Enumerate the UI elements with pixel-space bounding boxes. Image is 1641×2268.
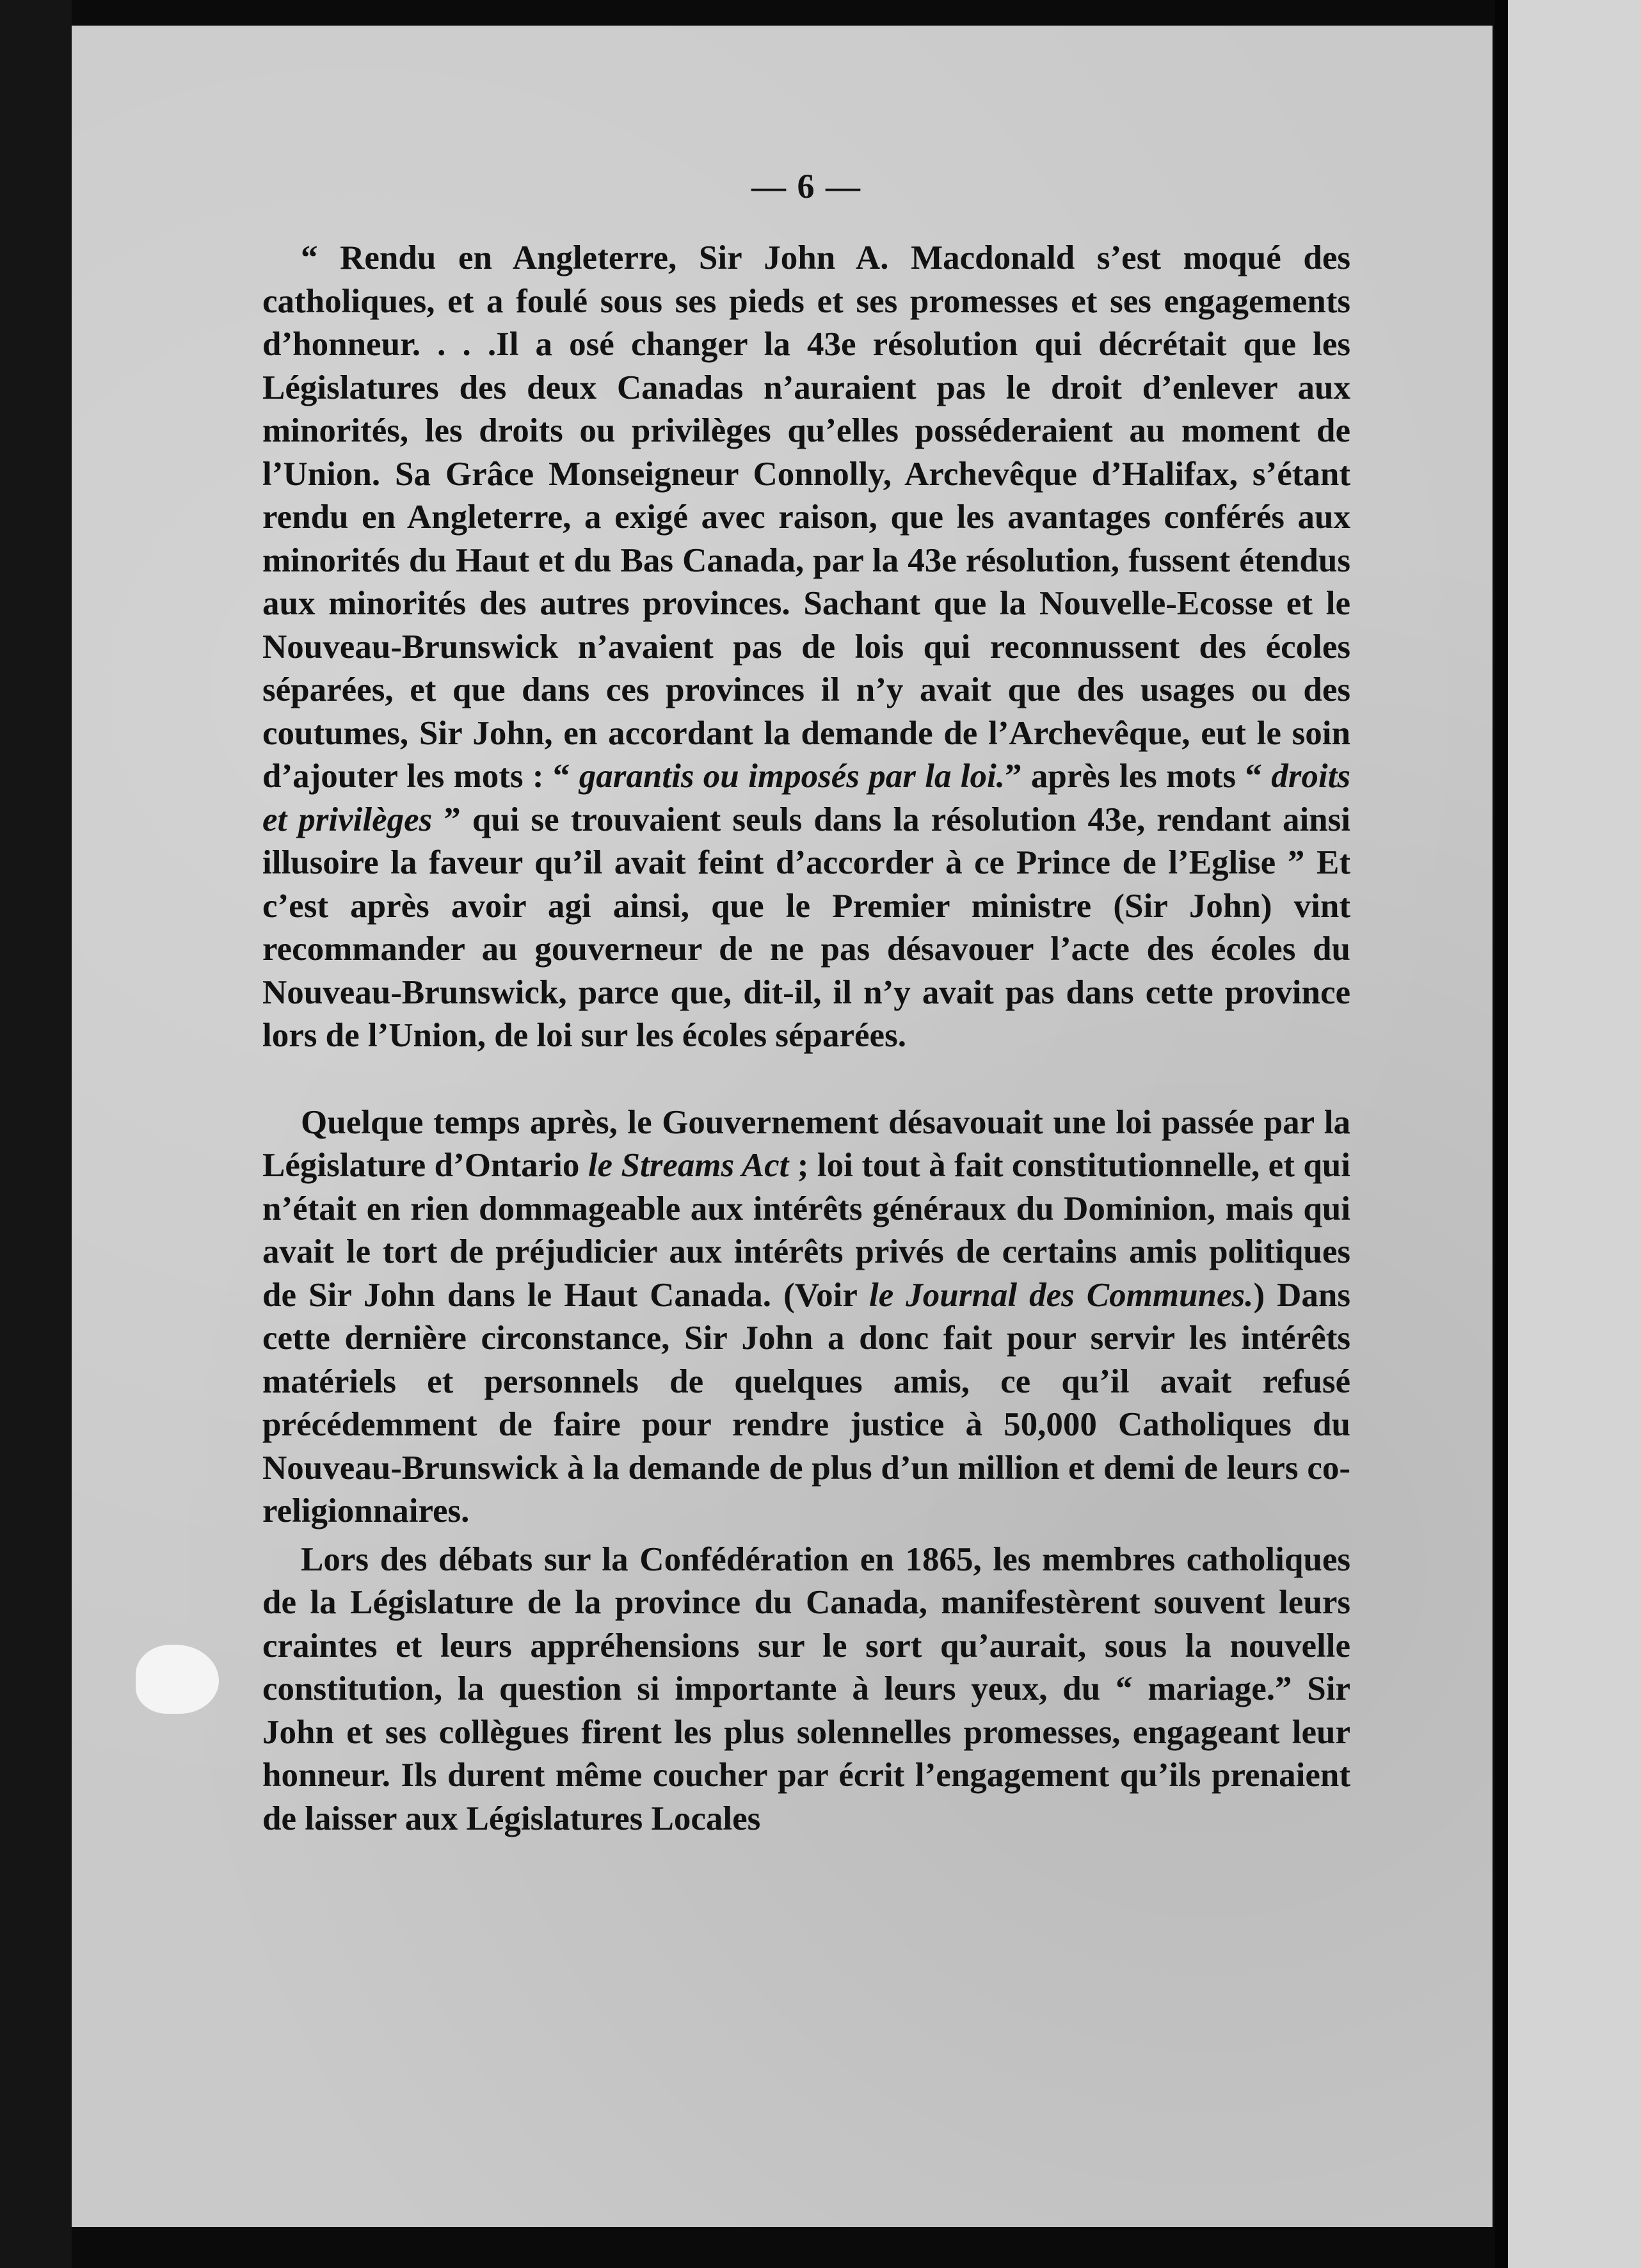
quote-italic-2: droits et privilèges: [262, 758, 1350, 838]
paragraph-streams-act: [262, 1101, 1350, 1533]
streams-italic-1: le Streams Act: [588, 1147, 789, 1184]
page-body: [262, 166, 1350, 1841]
streams-italic-2: le Journal des Communes.: [869, 1276, 1254, 1314]
confederation-text: Lors des débats sur la Confédération en 1865, les membres catholiques de la Législature de la province du Canada, manifestèrent souvent leurs craintes et leurs appréhensions sur le sort qu’aurait, sous la nouvelle constitution, la question si importante à leurs yeux, du “ mariage.” Sir John et ses collègues firent les plus solennelles promesses, engageant leur honneur. Ils durent même coucher par écrit l’engagement qu’ils prenaient de laisser aux Législatures Locales: [262, 1540, 1350, 1837]
paragraph-confederation: [262, 1538, 1350, 1841]
quote-text-3: ” qui se trouvaient seuls dans la résolution 43e, rendant ainsi illusoire la faveur qu’il avait feint d’accorder à ce Prince de l’Eglise ” Et c’est après avoir agi ainsi, que le Premier ministre (Sir John) vint recommander au gouverneur de ne pas désavouer l’acte des écoles du Nouveau-Brunswick, parce que, dit-il, il n’y avait pas dans cette province lors de l’Union, de loi sur les écoles séparées.: [262, 801, 1351, 1054]
streams-text-2: ; loi tout à fait constitutionnelle, et qui n’était en rien dommageable aux intérêts généraux du Dominion, mais qui avait le tort de préjudicier aux intérêts privés de certains amis politiques de Sir John dans le Haut Canada. (Voir: [262, 1147, 1350, 1314]
streams-text-3: ) Dans cette dernière circonstance, Sir John a donc fait pour servir les intérêts matériels et personnels de quelques amis, ce qu’il avait refusé précédemment de faire pour rendre justice à 50,000 Catholiques du Nouveau-Brunswick à la demande de plus d’un million et demi de leurs co-religionnaires.: [262, 1276, 1350, 1529]
streams-text-1: Quelque temps après, le Gouvernement désavouait une loi passée par la Législature d’Ontario: [262, 1103, 1350, 1184]
scan-left-border: [0, 0, 72, 2268]
facing-page-margin: [1508, 0, 1641, 2268]
quote-text-1: “ Rendu en Angleterre, Sir John A. Macdonald s’est moqué des catholiques, et a foulé sous ses pieds et ses promesses et ses engagements d’honneur. . . .Il a osé changer la 43e résolution qui décrétait que les Législatures des deux Canadas n’auraient pas le droit d’enlever aux minorités, les droits ou privilèges qu’elles posséderaient au moment de l’Union. Sa Grâce Monseigneur Connolly, Archevêque d’Halifax, s’étant rendu en Angleterre, a exigé avec raison, que les avantages conférés aux minorités du Haut et du Bas Canada, par la 43e résolution, fussent étendus aux minorités des autres provinces. Sachant que la Nouvelle-Ecosse et le Nouveau-Brunswick n’avaient pas de lois qui reconnussent des écoles séparées, et que dans ces provinces il n’y avait que des usages ou des coutumes, Sir John, en accordant la demande de l’Archevêque, eut le soin d’ajouter les mots : “: [262, 239, 1350, 795]
page-number: — 6 —: [751, 167, 861, 205]
paper-damage-spot: [136, 1645, 219, 1714]
quote-italic-1: garantis ou imposés par la loi.: [579, 758, 1005, 795]
paragraph-quote: [262, 237, 1350, 1058]
page-edge-shadow: [1495, 0, 1508, 2268]
quote-text-2: ” après les mots “: [1005, 758, 1272, 795]
